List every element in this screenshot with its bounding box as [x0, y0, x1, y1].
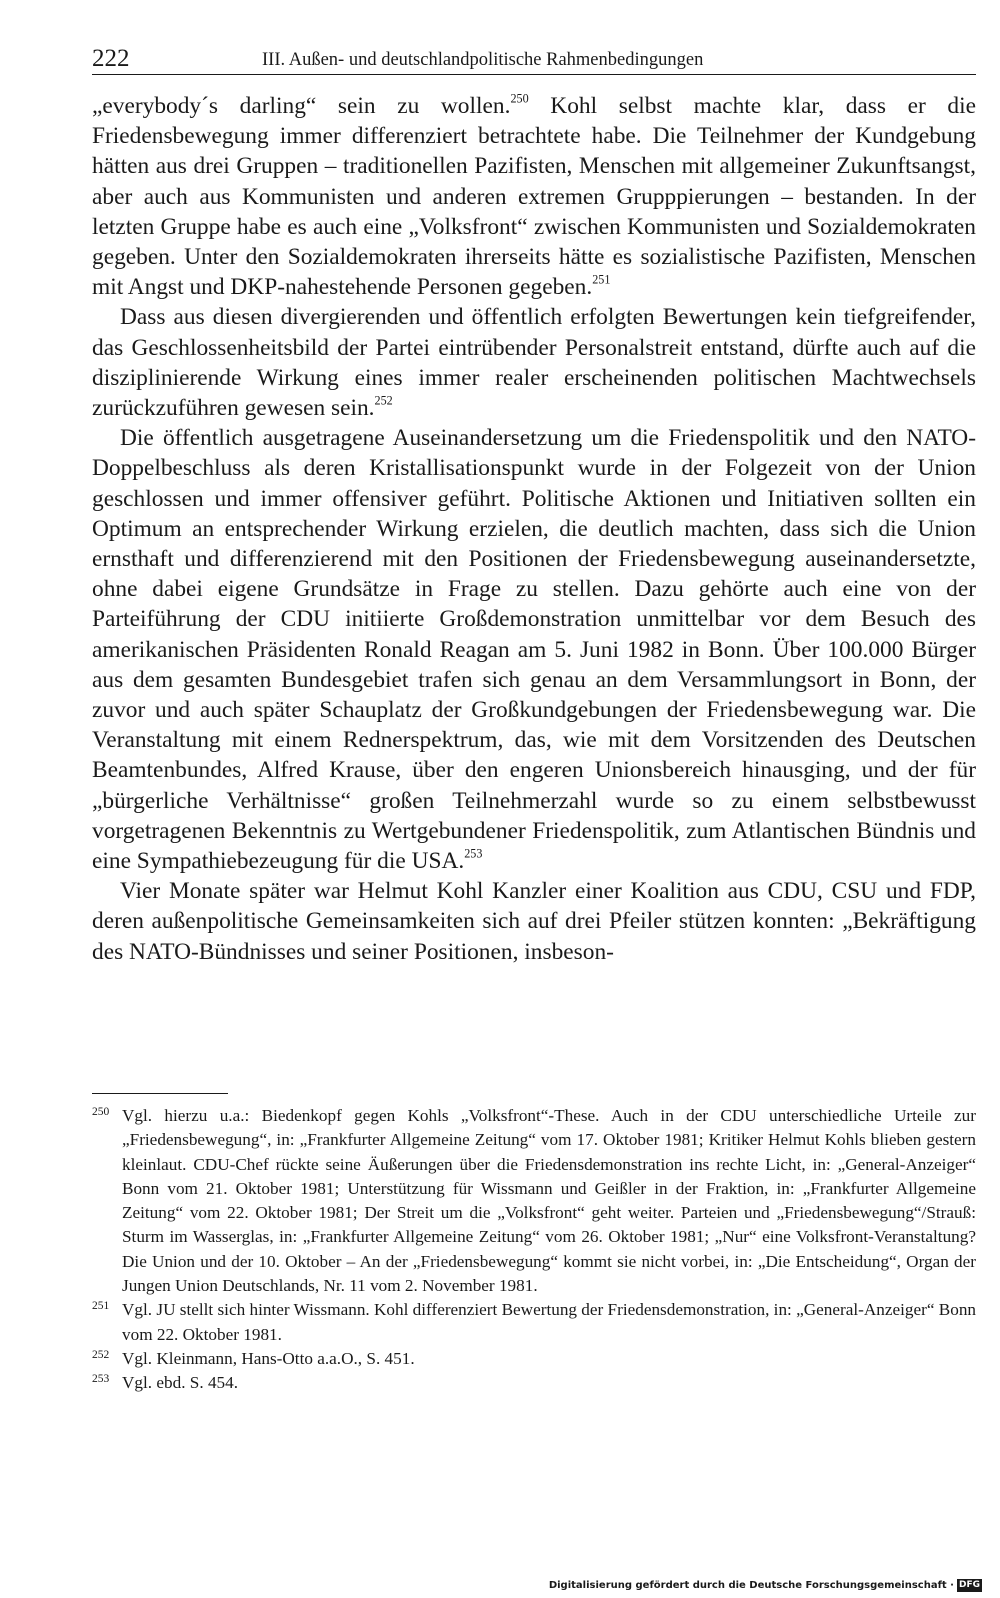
paragraph-text: Dass aus diesen divergierenden und öffentlich erfolgten Bewertungen kein tiefgreifender, das Geschlossenheitsbild der Partei eintrübender Personalstreit entstand, dürfte auch auf die disziplinierende Wirkung eines immer realer erscheinenden politischen Machtwechsels zurückzuführen gewesen sein. [92, 304, 976, 422]
paragraph-text: Die öffentlich ausgetragene Auseinandersetzung um die Friedenspolitik und den NATO-Doppelbeschluss als deren Kristallisationspunkt wurde in der Folgezeit von der Union geschlossen und immer offensiver geführt. Politische Aktionen und Initiativen sollten ein Optimum an entsprechender Wirkung erzielen, die deutlich machten, dass sich die Union ernsthaft und differenzierend mit den Positionen der Friedensbewegung auseinandersetzte, ohne dabei eigene Grundsätze in Frage zu stellen. Dazu gehörte auch eine von der Parteiführung der CDU initiierte Großdemonstration unmittelbar vor dem Besuch des amerikanischen Präsidenten Ronald Reagan am 5. Juni 1982 in Bonn. Über 100.000 Bürger aus dem gesamten Bundesgebiet trafen sich genau an dem Versammlungsort in Bonn, der zuvor und auch später Schauplatz der Großkundgebungen der Friedensbewegung war. Die Veranstaltung mit einem Rednerspektrum, das, wie mit dem Vorsitzenden des Deutschen Beamtenbundes, Alfred Krause, über den engeren Unionsbereich hinausging, und der für „bürgerliche Verhältnisse“ großen Teilnehmerzahl wurde so zu einem selbstbewusst vorgetragenen Bekenntnis zu Wertgebundener Friedenspolitik, zum Atlantischen Bündnis und eine Sympathiebezeugung für die USA. [92, 425, 976, 875]
running-head: III. Außen- und deutschlandpolitische Rahmenbedingungen [262, 50, 704, 70]
paragraph [92, 423, 976, 876]
footnote-number: 252 [92, 1348, 110, 1361]
digitization-credit [549, 1578, 982, 1596]
footnote [92, 1371, 976, 1395]
footnote-text: Vgl. JU stellt sich hinter Wissmann. Kohl differenziert Bewertung der Friedensdemonstration, in: „General-Anzeiger“ Bonn vom 22. Oktober 1981. [122, 1300, 977, 1344]
page-number: 222 [92, 45, 130, 72]
body-text [92, 91, 976, 967]
paragraph-text: Vier Monate später war Helmut Kohl Kanzler einer Koalition aus CDU, CSU und FDP, deren außenpolitische Gemeinsamkeiten sich auf drei Pfeiler stützen konnten: „Bekräftigung des NATO-Bündnisses und seiner Positionen, insbeson- [92, 878, 976, 965]
dfg-logo: DFG [958, 1579, 980, 1590]
footnote-number: 253 [92, 1373, 110, 1386]
footnote-ref: 253 [464, 846, 483, 861]
paragraph [92, 91, 976, 302]
footnote-separator [92, 1093, 228, 1094]
paragraph [92, 876, 976, 967]
footnote-number: 251 [92, 1300, 110, 1313]
footnote [92, 1347, 976, 1371]
footnote-ref: 250 [510, 91, 529, 106]
footnote-ref: 252 [374, 393, 393, 408]
footnote-number: 250 [92, 1106, 110, 1118]
footnote-text: Vgl. ebd. S. 454. [122, 1373, 239, 1393]
footnote [92, 1104, 976, 1298]
footnote [92, 1298, 976, 1347]
footnote-text: Vgl. Kleinmann, Hans-Otto a.a.O., S. 451. [122, 1348, 415, 1368]
paragraph-text: Kohl selbst machte klar, dass er die Friedensbewegung immer differenziert betrachtete habe. Die Teilnehmer der Kundgebung hätten aus drei Gruppen – traditionellen Pazifisten, Menschen mit allgemeiner Zukunftsangst, aber auch aus Kommunisten und anderen extremen Grupppierungen – bestanden. In der letzten Gruppe habe es auch eine „Volksfront“ zwischen Kommunisten und Sozialdemokraten gegeben. Unter den Sozialdemokraten ihrerseits hätte es sozialistische Pazifisten, Menschen mit Angst und DKP-nahestehende Personen gegeben. [92, 93, 976, 301]
page-header [92, 44, 976, 75]
footnotes [92, 1104, 976, 1396]
footnote-ref: 251 [592, 272, 611, 287]
footnote-text: Vgl. hierzu u.a.: Biedenkopf gegen Kohls „Volksfront“-These. Auch in der CDU unterschiedliche Urteile zur „Friedensbewegung“, in: „Frankfurter Allgemeine Zeitung“ vom 17. Oktober 1981; Kritiker Helmut Kohls blieben gestern kleinlaut. CDU-Chef rückte seine Äußerungen über die Friedensdemonstration ins rechte Licht, in: „General-Anzeiger“ Bonn vom 21. Oktober 1981; Unterstützung für Wissmann und Geißler in der Fraktion, in: „Frankfurter Allgemeine Zeitung“ vom 22. Oktober 1981; Der Streit um die „Volksfront“ geht weiter. Parteien und „Friedensbewegung“/Strauß: Sturm im Wasserglas, in: „Frankfurter Allgemeine Zeitung“ vom 26. Oktober 1981; „Nur“ eine Volksfront-Veranstaltung? Die Union und der 10. Oktober – An der „Friedensbewegung“ kommt sie nicht vorbei, in: „Die Entscheidung“, Organ der Jungen Union Deutschlands, Nr. 11 vom 2. November 1981. [122, 1106, 976, 1296]
paragraph [92, 302, 976, 423]
paragraph-text: „everybody´s darling“ sein zu wollen. [92, 93, 511, 119]
digitization-note: Digitalisierung gefördert durch die Deutsche Forschungsgemeinschaft · [548, 1580, 954, 1591]
